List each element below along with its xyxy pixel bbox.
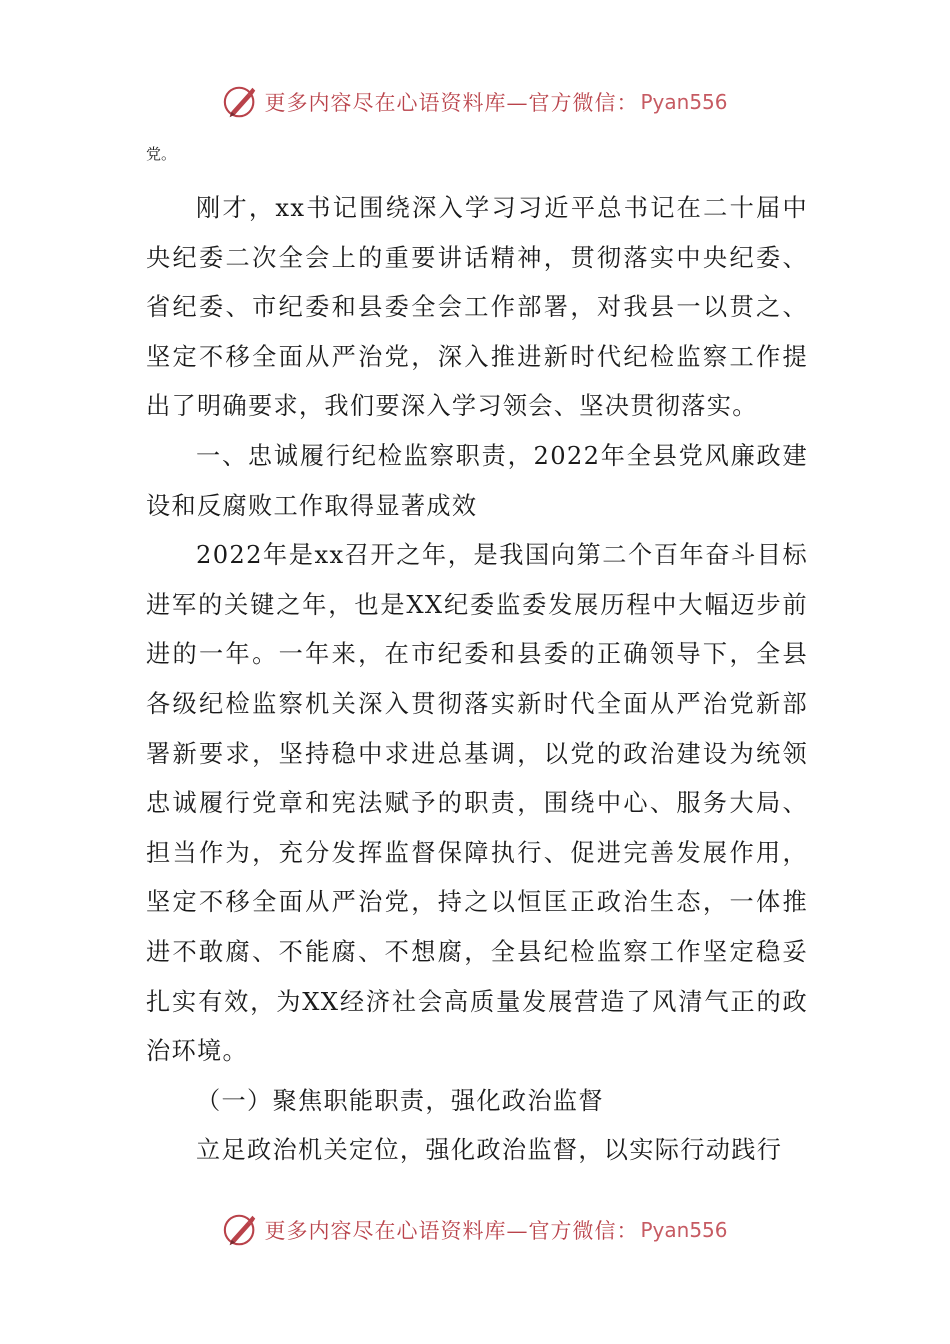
subsection-heading-1: （一）聚焦职能职责，强化政治监督 bbox=[196, 1086, 604, 1115]
paragraph-summary-2022: 2022年是xx召开之年，是我国向第二个百年奋斗目标进军的关键之年，也是XX纪委监委发展历程中大幅迈步前进的一年。一年来，在市纪委和县委的正确领导下，全县各级纪检监察机关深入贯彻落实新时代全面从严治党新部署新要求，坚持稳中求进总基调，以党的政治建设为统领忠诚履行党章和宪法赋予的职责，围绕中心、服务大局、担当作为，充分发挥监督保障执行、促进完善发展作用，坚定不移全面从严治党，持之以恒匡正政治生态，一体推进不敢腐、不能腐、不想腐，全县纪检监察工作坚定稳妥扎实有效，为XX经济社会高质量发展营造了风清气正的政治环境。 bbox=[146, 541, 808, 1066]
watermark-text: 更多内容尽在心语资料库—官方微信： bbox=[264, 91, 639, 115]
paragraph-political-supervision: 立足政治机关定位，强化政治监督，以实际行动践行 bbox=[196, 1136, 783, 1165]
pen-logo-icon bbox=[222, 83, 260, 121]
document-body bbox=[146, 140, 808, 1176]
section-heading-1: 一、忠诚履行纪检监察职责，2022年全县党风廉政建设和反腐败工作取得显著成效 bbox=[146, 441, 808, 520]
watermark-id: Pyan556 bbox=[640, 1218, 728, 1242]
pen-logo-icon bbox=[222, 1211, 260, 1249]
lead-fragment: 党。 bbox=[146, 145, 177, 163]
paragraph-intro: 刚才，xx书记围绕深入学习习近平总书记在二十届中央纪委二次全会上的重要讲话精神，贯彻落实中央纪委、省纪委、市纪委和县委全会工作部署，对我县一以贯之、坚定不移全面从严治党，深入推进新时代纪检监察工作提出了明确要求，我们要深入学习领会、坚决贯彻落实。 bbox=[146, 194, 808, 421]
watermark-banner-bottom bbox=[0, 1208, 950, 1252]
watermark-banner-top bbox=[0, 80, 950, 124]
watermark-text: 更多内容尽在心语资料库—官方微信： bbox=[264, 1219, 639, 1243]
watermark-id: Pyan556 bbox=[640, 90, 728, 114]
